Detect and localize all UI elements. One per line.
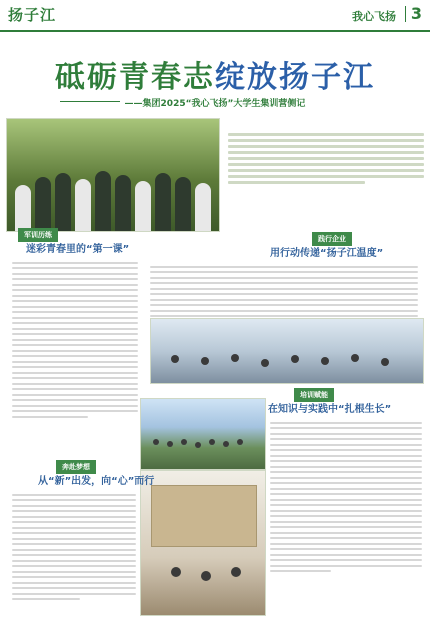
section-tag-dream: 奔赴梦想 (56, 460, 96, 474)
photo-group (140, 398, 266, 470)
section-title-enterprise: 用行动传递“扬子江温度” (270, 248, 384, 259)
newspaper-logo: 扬子江 (8, 6, 57, 24)
photo-classroom (150, 318, 424, 384)
body-text-training (270, 418, 422, 576)
page-separator (405, 6, 406, 22)
photo-wall-display (140, 470, 266, 616)
headline (0, 52, 430, 96)
body-text-dream (12, 490, 136, 604)
lead-paragraph (228, 130, 424, 187)
headline-part1: 砥砺青春志 (55, 60, 215, 95)
subtitle: ——集团2025“我心飞扬”大学生集训营侧记 (124, 99, 306, 109)
section-tag-military: 军训历练 (18, 228, 58, 242)
section-title-training: 在知识与实践中“扎根生长” (268, 404, 392, 415)
section-tag-training: 培训赋能 (294, 388, 334, 402)
section-tag-enterprise: 践行企业 (312, 232, 352, 246)
section-name: 我心飞扬 (352, 10, 396, 23)
page-number: 3 (410, 4, 422, 23)
headline-part2: 绽放扬子江 (215, 60, 375, 95)
section-title-military: 迷彩青春里的“第一课” (26, 244, 130, 255)
photo-marching-team (6, 118, 220, 232)
section-title-dream: 从“新”出发，向“心”而行 (38, 476, 155, 487)
body-text-military (12, 258, 138, 421)
